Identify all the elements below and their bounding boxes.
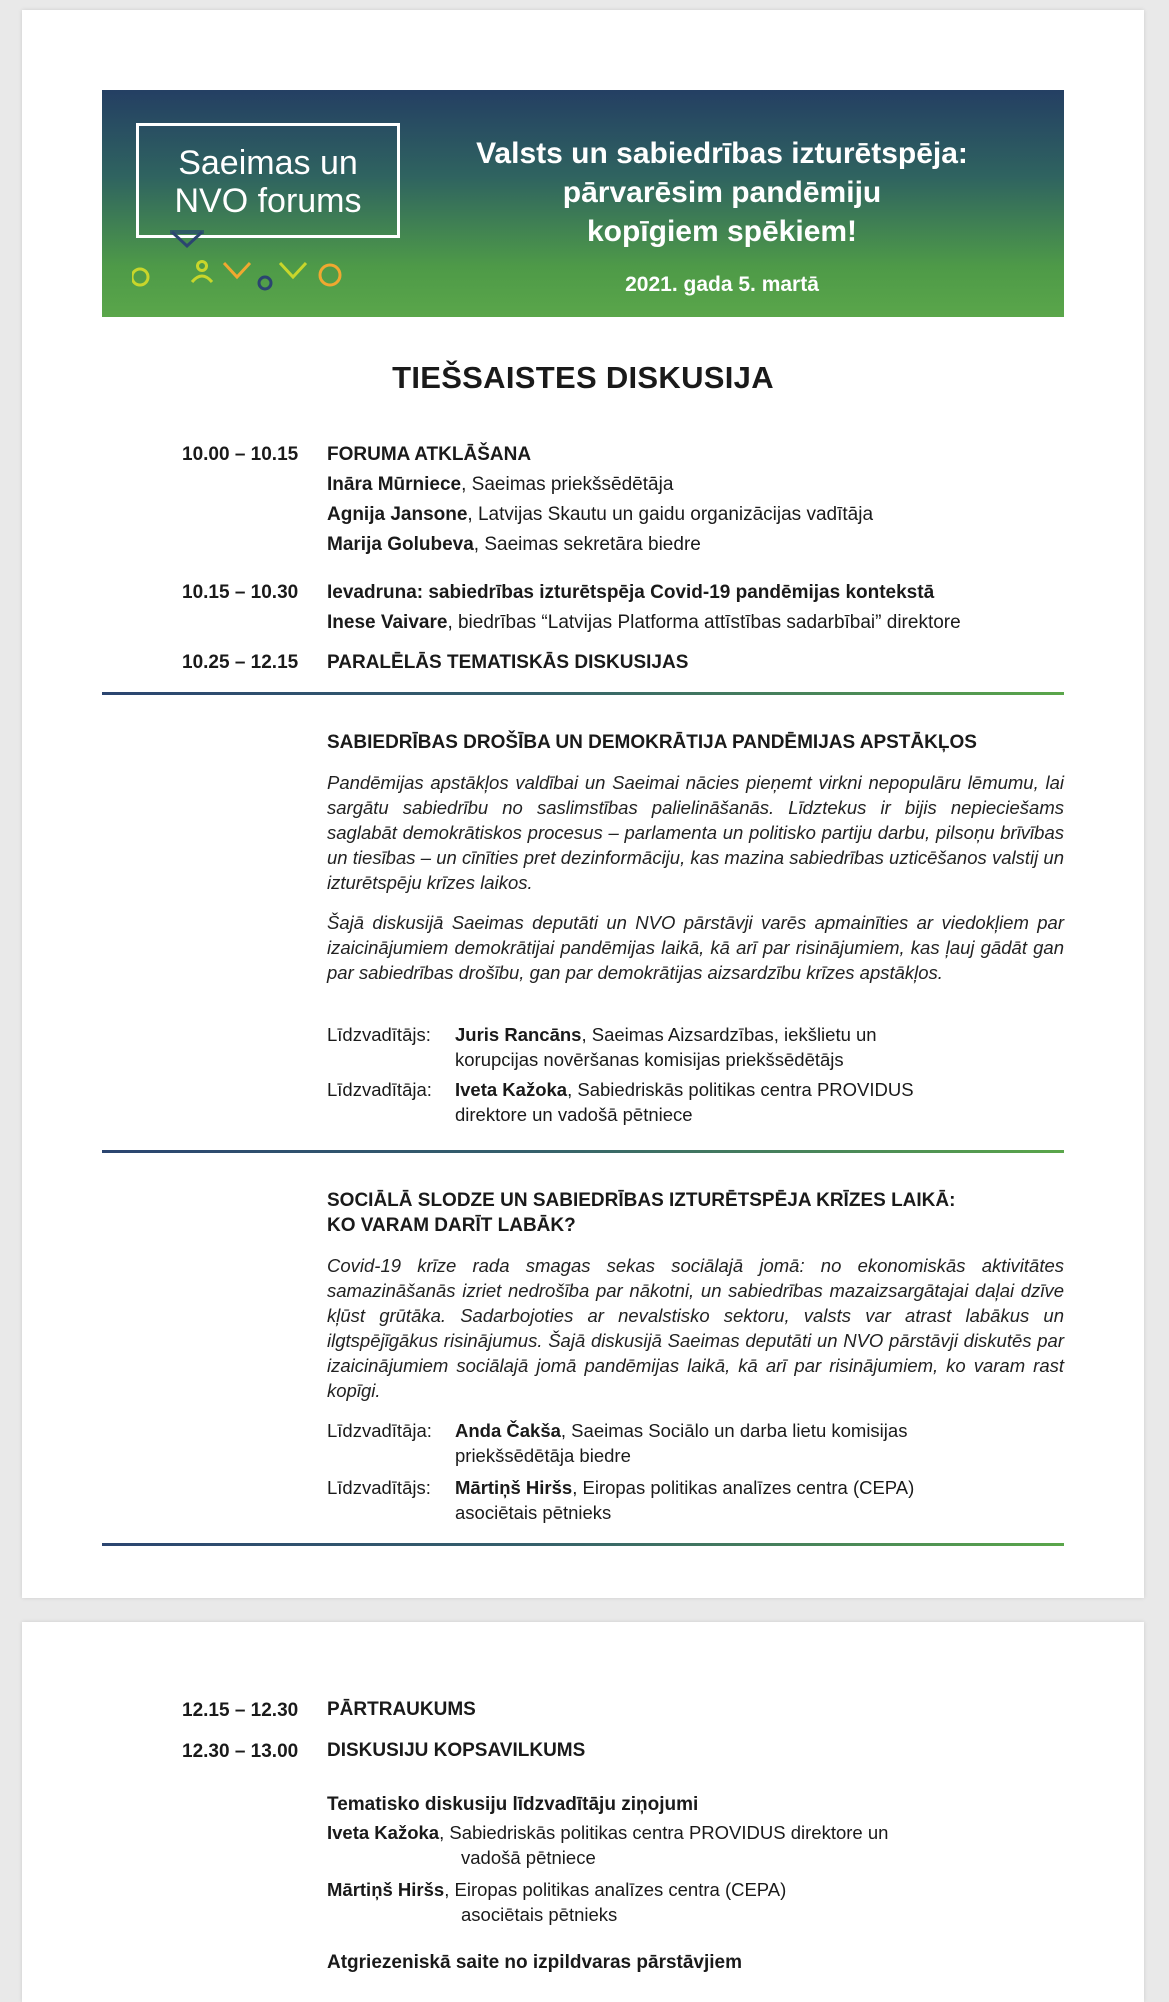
document-page-2 (22, 1622, 1144, 2002)
section-divider (102, 1543, 1064, 1546)
agenda-title: PĀRTRAUKUMS (327, 1699, 476, 1720)
forum-banner (102, 90, 1064, 317)
session-description: Covid-19 krīze rada smagas sekas sociālajā jomā: no ekonomiskās aktivitātes samazināšanās izriet nedrošība par nākotni, un sabiedrības mazaizsargātajai daļai dzīve kļūst grūtāka. Sadarbojoties ar nevalstisko sektoru, valsts var atrast labākus un ilgtspējīgākus risinājumus. Šajā diskusijā Saeimas deputāti un NVO pārstāvji diskutēs par izaicinājumiem sociālajā jomā pandēmijas laikā, kā arī par risinājumiem, ko varam rast kopīgi. (327, 1255, 1064, 1401)
report-speaker (327, 1877, 1064, 1927)
speaker (327, 470, 1047, 500)
moderator-role: Līdzvadītāja: (327, 1420, 432, 1441)
moderator-title: , Saeimas Sociālo un darba lietu komisijas (560, 1420, 908, 1441)
speaker-name: Agnija Jansone (327, 504, 468, 525)
speaker-role: , Saeimas priekšsēdētāja (461, 474, 674, 495)
report-speaker (327, 1820, 1064, 1870)
moderator-title: , Saeimas Aizsardzības, iekšlietu un (581, 1024, 877, 1045)
speaker-name: Marija Golubeva (327, 534, 474, 555)
logo-text-line-2: NVO forums (174, 182, 362, 220)
discussion-session (327, 1188, 1064, 1523)
discussion-session (327, 730, 1064, 1125)
agenda-title: DISKUSIJU KOPSAVILKUMS (327, 1740, 586, 1761)
session-heading: SABIEDRĪBAS DROŠĪBA UN DEMOKRĀTIJA PANDĒMIJAS APSTĀKĻOS (327, 732, 977, 753)
session-description: Šajā diskusijā Saeimas deputāti un NVO pārstāvji varēs apmainīties ar viedokļiem par izaicinājumiem demokrātijai pandēmijas laikā, kā arī par risinājumiem, kas ļauj gādāt gan par sabiedrības drošību, gan par demokrātijas aizsardzību krīzes apstākļos. (327, 912, 1064, 983)
agenda-time: 10.25 – 12.15 (182, 652, 299, 673)
speaker-name: Inese Vaivare (327, 612, 448, 633)
section-divider (102, 692, 1064, 695)
moderator-title: , Eiropas politikas analīzes centra (CEPA) (572, 1477, 915, 1498)
speaker-name: Mārtiņš Hiršs (327, 1879, 445, 1900)
agenda-time: 12.15 – 12.30 (182, 1700, 299, 1721)
speaker-role: asociētais pētnieks (461, 1904, 618, 1925)
moderator-title: korupcijas novēršanas komisijas priekšsēdētājs (455, 1049, 844, 1070)
summary-reports (327, 1792, 1064, 1975)
section-divider (102, 1150, 1064, 1153)
session-description: Pandēmijas apstākļos valdībai un Saeimai nācies pieņemt virkni nepopulāru lēmumu, lai sargātu sabiedrību no saslimstības palielināšanās. Līdztekus ir bijis nepieciešams saglabāt demokrātiskos procesus – parlamenta un politisko partiju darbu, pilsoņu brīvības un tiesības – un cīnīties pret dezinformāciju, kas mazina sabiedrības uzticēšanos valstij un izturētspēju krīzes laikos. (327, 772, 1064, 893)
speaker-role: , Eiropas politikas analīzes centra (CEPA) (444, 1879, 787, 1900)
speaker-role: , Latvijas Skautu un gaidu organizācijas vadītāja (467, 504, 874, 525)
agenda-time: 10.00 – 10.15 (182, 444, 299, 465)
logo-notch-icon (170, 230, 204, 250)
session-heading-line-1: SOCIĀLĀ SLODZE UN SABIEDRĪBAS IZTURĒTSPĒJA KRĪZES LAIKĀ: (327, 1190, 956, 1211)
banner-title-line-1: Valsts un sabiedrības izturētspēja: (476, 137, 968, 170)
moderator-name: Juris Rancāns (455, 1024, 582, 1045)
agenda-time: 10.15 – 10.30 (182, 582, 299, 603)
banner-title (462, 134, 982, 251)
agenda-time: 12.30 – 13.00 (182, 1741, 299, 1762)
page-title: TIEŠSAISTES DISKUSIJA (392, 360, 774, 395)
banner-title-line-3: kopīgiem spēkiem! (586, 215, 858, 248)
speaker-role: , Sabiedriskās politikas centra PROVIDUS direktore un (439, 1822, 889, 1843)
agenda-title: FORUMA ATKLĀŠANA (327, 444, 532, 465)
banner-date: 2021. gada 5. martā (625, 273, 819, 296)
speaker (327, 500, 1047, 530)
logo-symbols-icon (132, 255, 412, 295)
moderator-name: Anda Čakša (455, 1420, 561, 1441)
agenda-title: Ievadruna: sabiedrības izturētspēja Covid-19 pandēmijas kontekstā (327, 582, 935, 603)
banner-title-line-2: pārvarēsim pandēmiju (562, 176, 882, 209)
speaker-name: Iveta Kažoka (327, 1822, 440, 1843)
agenda-title: PARALĒLĀS TEMATISKĀS DISKUSIJAS (327, 652, 689, 673)
moderator-title: priekšsēdētāja biedre (455, 1445, 631, 1466)
speaker-role: , Saeimas sekretāra biedre (473, 534, 701, 555)
moderator-role: Līdzvadītājs: (327, 1477, 431, 1498)
speaker (327, 530, 1047, 560)
reports-heading: Tematisko diskusiju līdzvadītāju ziņojumi (327, 1794, 699, 1815)
moderator-title: direktore un vadošā pētniece (455, 1104, 693, 1125)
moderator-role: Līdzvadītāja: (327, 1079, 432, 1100)
forum-logo (136, 123, 400, 238)
logo-text-line-1: Saeimas un (178, 144, 358, 182)
speaker-name: Ināra Mūrniece (327, 474, 462, 495)
speaker (327, 608, 1047, 638)
feedback-heading: Atgriezeniskā saite no izpildvaras pārstāvjiem (327, 1952, 743, 1973)
moderator-name: Iveta Kažoka (455, 1079, 568, 1100)
moderator-title: asociētais pētnieks (455, 1502, 612, 1523)
speaker-role: , biedrības “Latvijas Platforma attīstības sadarbībai” direktore (447, 612, 961, 633)
moderator-name: Mārtiņš Hiršs (455, 1477, 573, 1498)
moderator-role: Līdzvadītājs: (327, 1024, 431, 1045)
moderator-title: , Sabiedriskās politikas centra PROVIDUS (567, 1079, 914, 1100)
document-page-1 (22, 10, 1144, 1598)
speaker-role: vadošā pētniece (461, 1847, 596, 1868)
session-heading-line-2: KO VARAM DARĪT LABĀK? (327, 1215, 576, 1236)
